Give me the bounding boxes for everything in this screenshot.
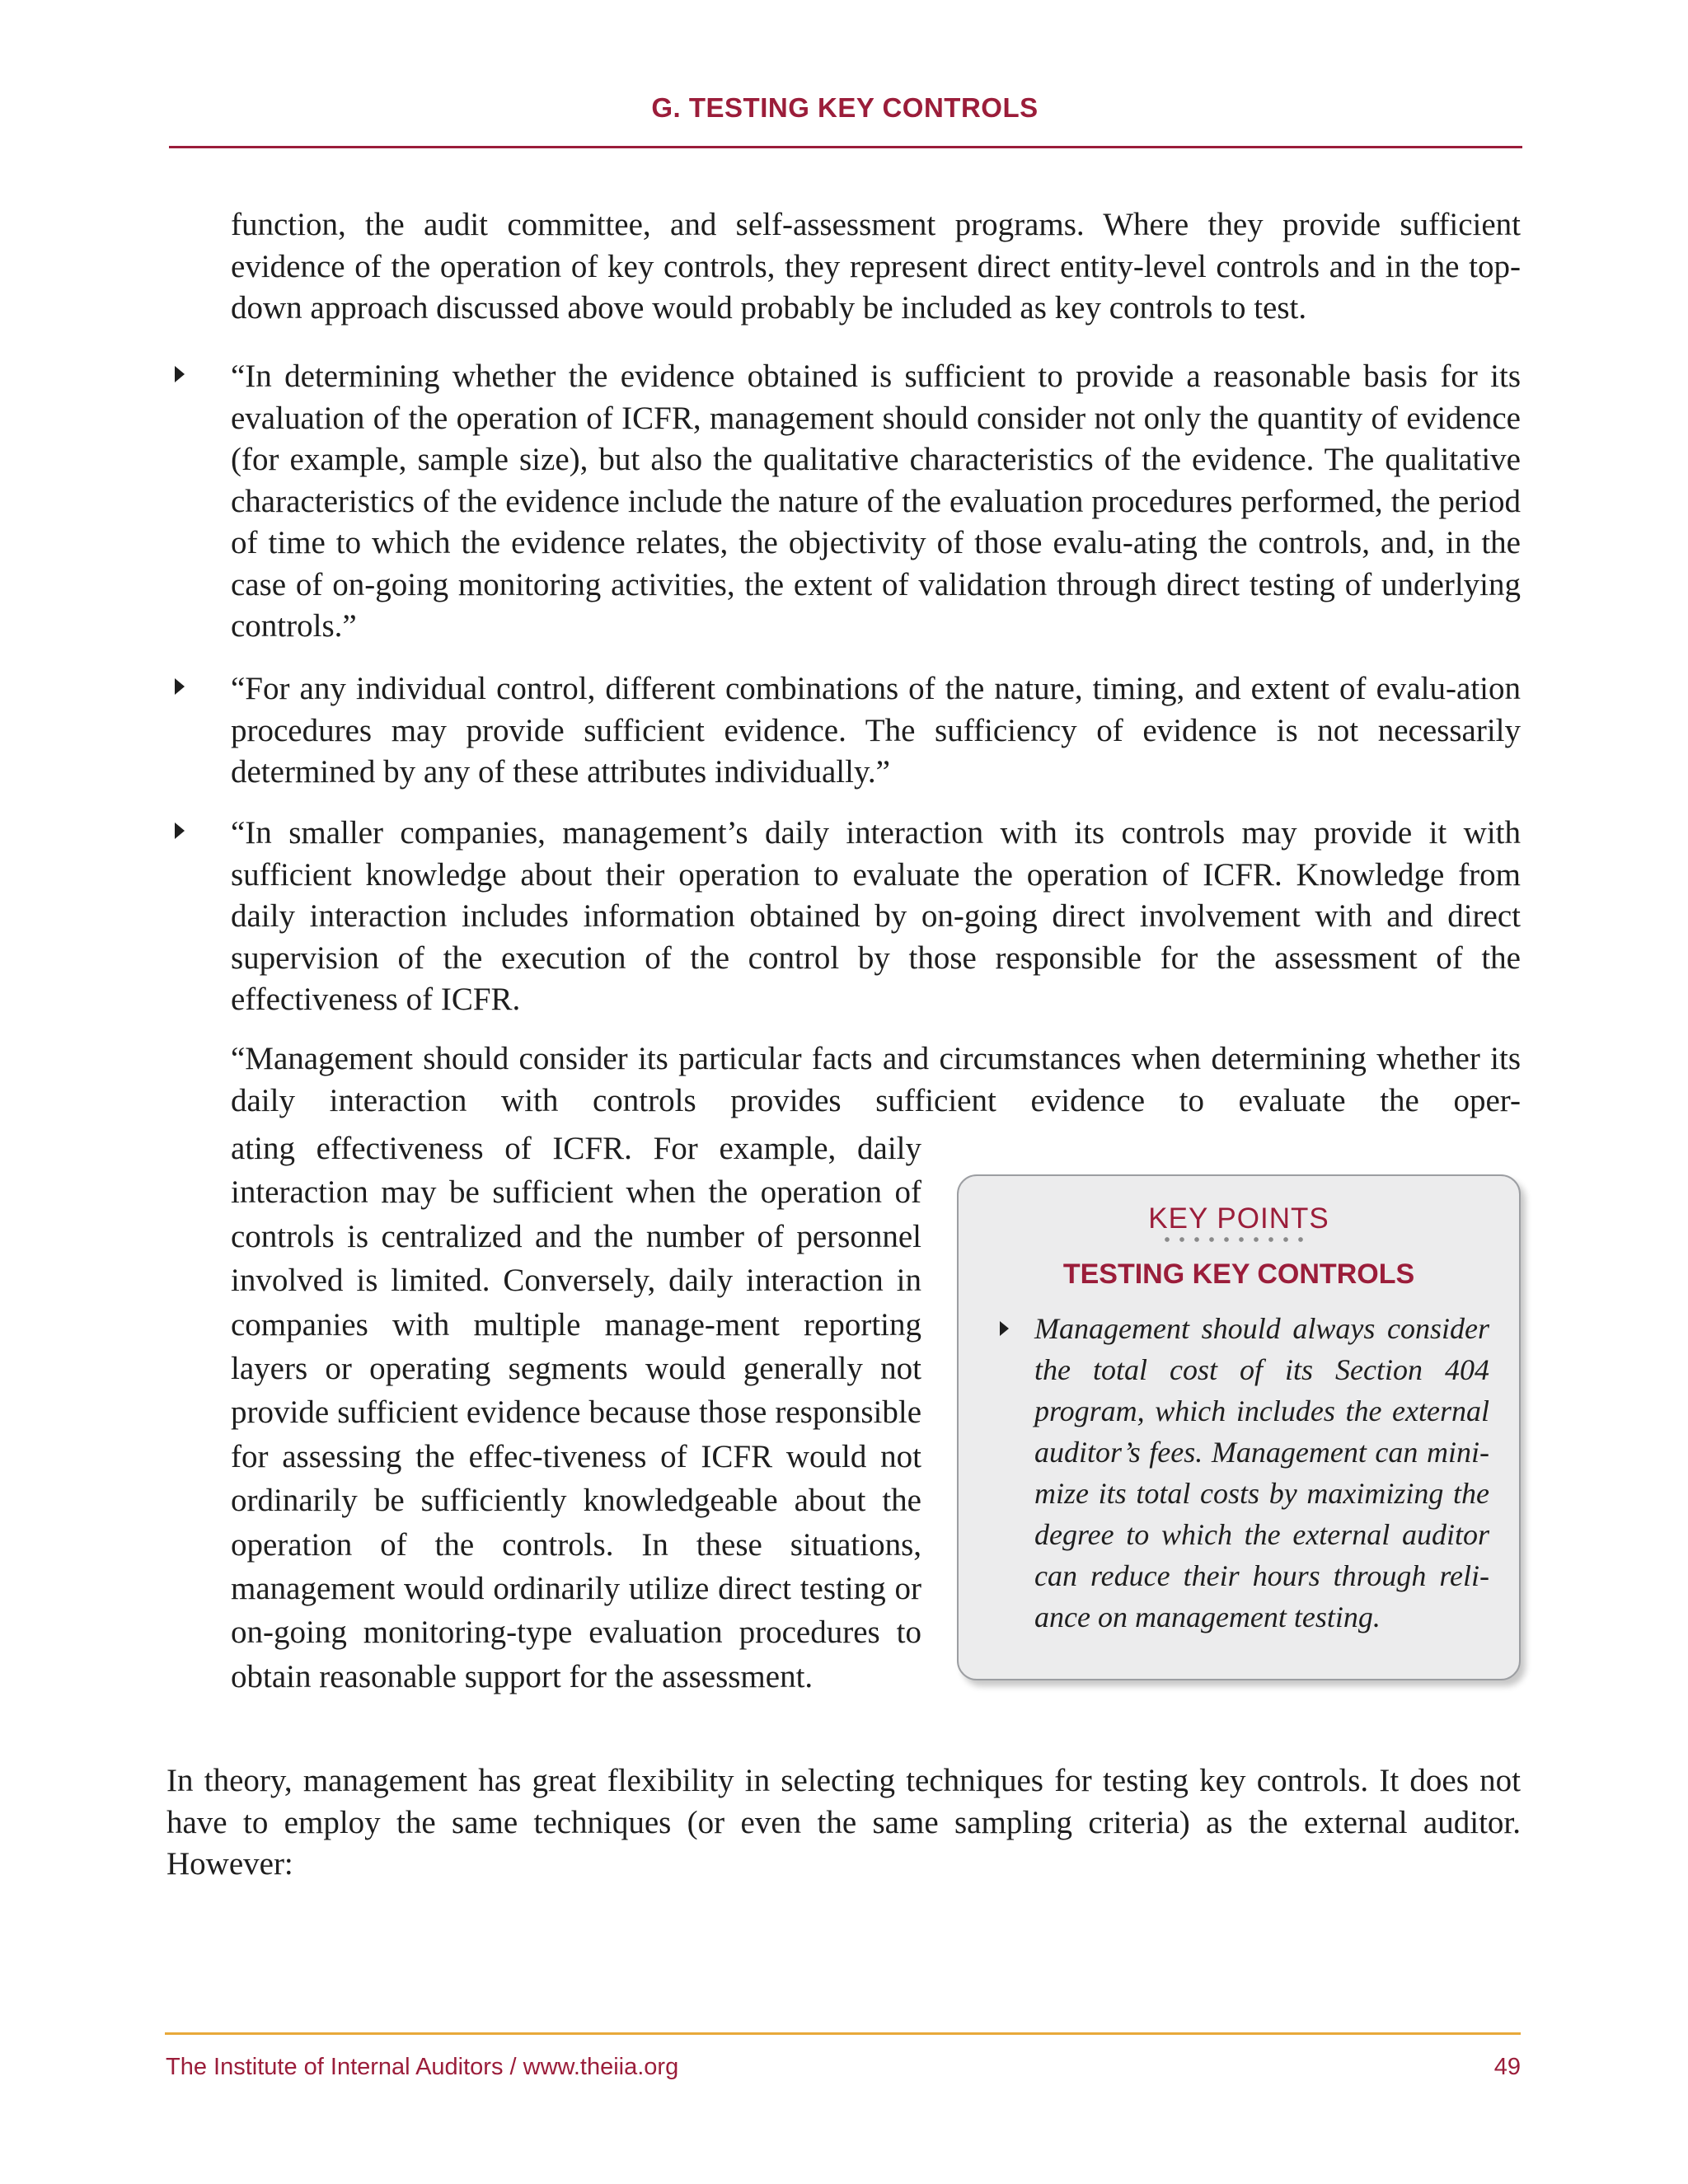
key-points-text: Management should always consider the total cost of its Section 404 program, which includes the external auditor’s fees. Management can mini-mize its total costs by maximizing the degree to which the external auditor can reduce their hours through reli-ance on management testing. <box>1034 1312 1489 1633</box>
footer-divider <box>165 2032 1521 2035</box>
key-points-dotted-divider <box>1160 1237 1310 1242</box>
page-number: 49 <box>1493 2054 1521 2080</box>
bullet-arrow-icon <box>175 678 185 695</box>
key-points-box <box>957 1174 1521 1680</box>
bullet-paragraph-2: “For any individual control, different combinations of the nature, timing, and extent of evalu-ation procedures may provide sufficient evidence. The sufficiency of evidence is not necessarily determined by any of these attributes individually.” <box>231 671 1521 790</box>
bullet-arrow-icon <box>1000 1321 1009 1336</box>
key-points-title: TESTING KEY CONTROLS <box>1062 1258 1415 1290</box>
section-title: G. TESTING KEY CONTROLS <box>651 92 1039 123</box>
key-points-label: KEY POINTS <box>1148 1202 1329 1235</box>
bullet-arrow-icon <box>175 366 185 382</box>
continuation-paragraph: function, the audit committee, and self-assessment programs. Where they provide sufficient evidence of the operation of key controls, they represent direct entity-level controls and in the top-down approach discussed above would probably be included as key controls to test. <box>231 207 1521 326</box>
closing-paragraph: In theory, management has great flexibility in selecting techniques for testing key controls. It does not have to employ the same techniques (or even the same sampling criteria) as the external auditor. However: <box>166 1763 1521 1882</box>
bullet-arrow-icon <box>175 823 185 839</box>
footer-source: The Institute of Internal Auditors / www.theiia.org <box>166 2054 679 2080</box>
bullet-paragraph-1: “In determining whether the evidence obtained is sufficient to provide a reasonable basis for its evaluation of the operation of ICFR, management should consider not only the quantity of evidence (for example, sample size), but also the qualitative characteristics of the evidence. The qualitative characteristics of the evidence include the nature of the evaluation procedures performed, the period of time to which the evidence relates, the objectivity of those evalu-ating the controls, and, in the case of on-going monitoring activities, the extent of validation through direct testing of underlying controls.” <box>231 359 1521 644</box>
quote-paragraph-continued: ating effectiveness of ICFR. For example, daily interaction may be sufficient when the operation of controls is centralized and the number of personnel involved is limited. Conversely, daily interaction in companies with multiple manage-ment reporting layers or operating segments would generally not provide sufficient evidence because those responsible for assessing the effec-tiveness of ICFR would not ordinarily be sufficiently knowledgeable about the operation of the controls. In these situations, management would ordinarily utilize direct testing or on-going monitoring-type evaluation procedures to obtain reasonable support for the assessment. <box>231 1131 921 1694</box>
quote-paragraph-lead: “Management should consider its particular facts and circumstances when determining whether its daily interaction with controls provides sufficient evidence to evaluate the oper- <box>231 1041 1521 1118</box>
header-divider <box>169 146 1522 148</box>
bullet-paragraph-3: “In smaller companies, management’s daily interaction with its controls may provide it with sufficient knowledge about their operation to evaluate the operation of ICFR. Knowledge from daily interaction includes information obtained by on-going direct involvement with and direct supervision of the execution of the control by those responsible for the assessment of the effectiveness of ICFR. <box>231 815 1521 1017</box>
